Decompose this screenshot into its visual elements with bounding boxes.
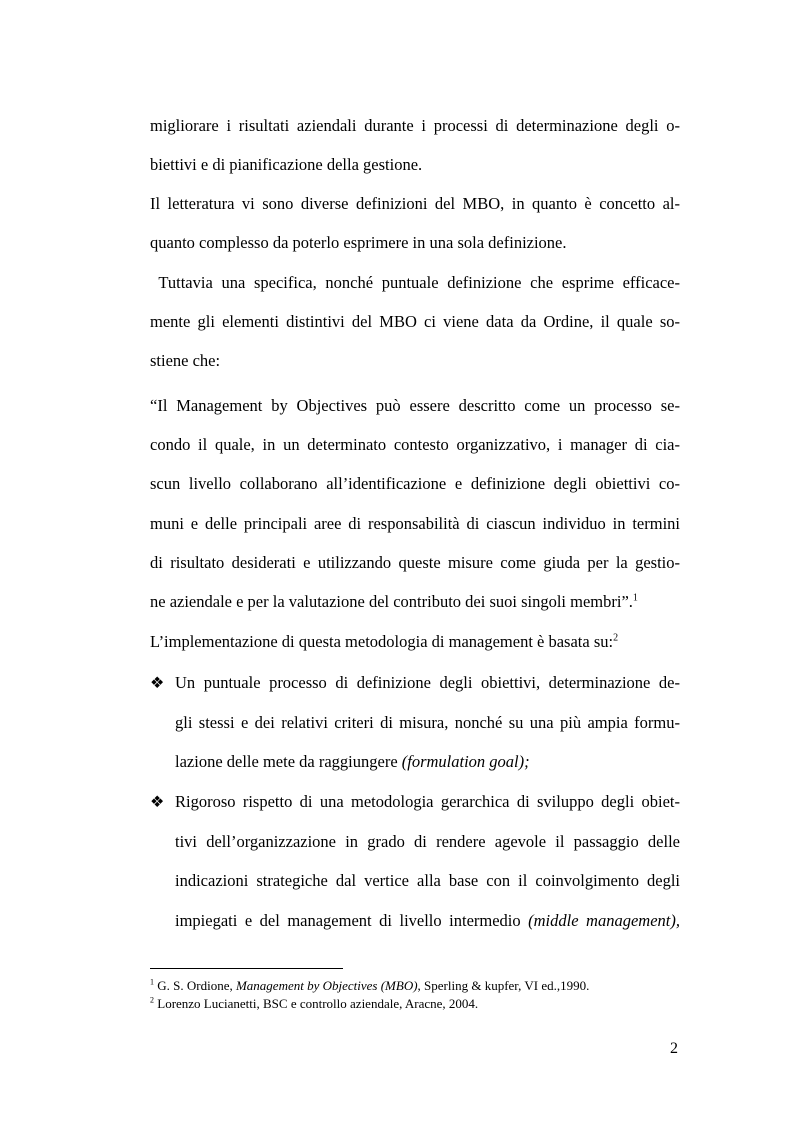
body-line: mente gli elementi distintivi del MBO ci viene data da Ordine, il quale so-: [150, 312, 680, 331]
quote-line: [150, 592, 680, 612]
footnote-ref-1[interactable]: 1: [632, 592, 638, 604]
footnote-text: G. S. Ordione,: [154, 978, 236, 993]
bullet-line-text: impiegati e del management di livello intermedio: [175, 911, 529, 930]
footnote-separator: [150, 968, 343, 969]
quote-line: scun livello collaborano all’identificazione e definizione degli obiettivi co-: [150, 474, 680, 493]
bullet-line: tivi dell’organizzazione in grado di rendere agevole il passaggio delle: [175, 832, 680, 851]
bullet-line: [175, 911, 680, 931]
quote-line: condo il quale, in un determinato contesto organizzativo, i manager di cia-: [150, 435, 680, 454]
bullet-line: [175, 752, 680, 772]
footnote-1: [150, 978, 589, 994]
body-line: biettivi e di pianificazione della gestione.: [150, 155, 423, 174]
quote-line: “Il Management by Objectives può essere descritto come un processo se-: [150, 396, 680, 415]
quote-line: muni e delle principali aree di responsabilità di ciascun individuo in termini: [150, 514, 680, 533]
footnote-number: 1: [150, 977, 154, 987]
body-line: stiene che:: [150, 351, 221, 370]
footnote-italic: Management by Objectives (MBO): [235, 978, 418, 993]
footnote-text: , Sperling & kupfer, VI ed.,1990.: [417, 978, 590, 993]
bullet-line-italic: (middle management),: [528, 911, 680, 930]
quote-line: di risultato desiderati e utilizzando queste misure come giuda per la gestio-: [150, 553, 680, 572]
bullet-line: gli stessi e dei relativi criteri di misura, nonché su una più ampia formu-: [175, 713, 680, 732]
body-line: Il letteratura vi sono diverse definizioni del MBO, in quanto è concetto al-: [150, 194, 680, 213]
footnote-number: 2: [150, 995, 154, 1005]
body-line: [150, 632, 680, 652]
body-line-text: L’implementazione di questa metodologia di management è basata su:: [150, 632, 614, 651]
quote-line-text: ne aziendale e per la valutazione del contributo dei suoi singoli membri”.: [150, 592, 633, 611]
bullet-line-text: lazione delle mete da raggiungere: [175, 752, 402, 771]
diamond-bullet-icon: ❖: [150, 794, 165, 811]
body-line: migliorare i risultati aziendali durante i processi di determinazione degli o-: [150, 116, 680, 135]
body-line: quanto complesso da poterlo esprimere in una sola definizione.: [150, 233, 567, 252]
bullet-line-italic: (formulation goal);: [401, 752, 530, 771]
diamond-bullet-icon: ❖: [150, 675, 165, 692]
body-line: Tuttavia una specifica, nonché puntuale definizione che esprime efficace-: [150, 273, 680, 292]
page-number: 2: [670, 1040, 678, 1057]
footnote-2: [150, 996, 478, 1012]
bullet-line: indicazioni strategiche dal vertice alla base con il coinvolgimento degli: [175, 871, 680, 890]
footnote-ref-2[interactable]: 2: [613, 632, 619, 644]
bullet-line: Rigoroso rispetto di una metodologia gerarchica di sviluppo degli obiet-: [175, 792, 680, 811]
bullet-line: Un puntuale processo di definizione degli obiettivi, determinazione de-: [175, 673, 680, 692]
footnote-text: Lorenzo Lucianetti, BSC e controllo aziendale, Aracne, 2004.: [154, 996, 479, 1011]
